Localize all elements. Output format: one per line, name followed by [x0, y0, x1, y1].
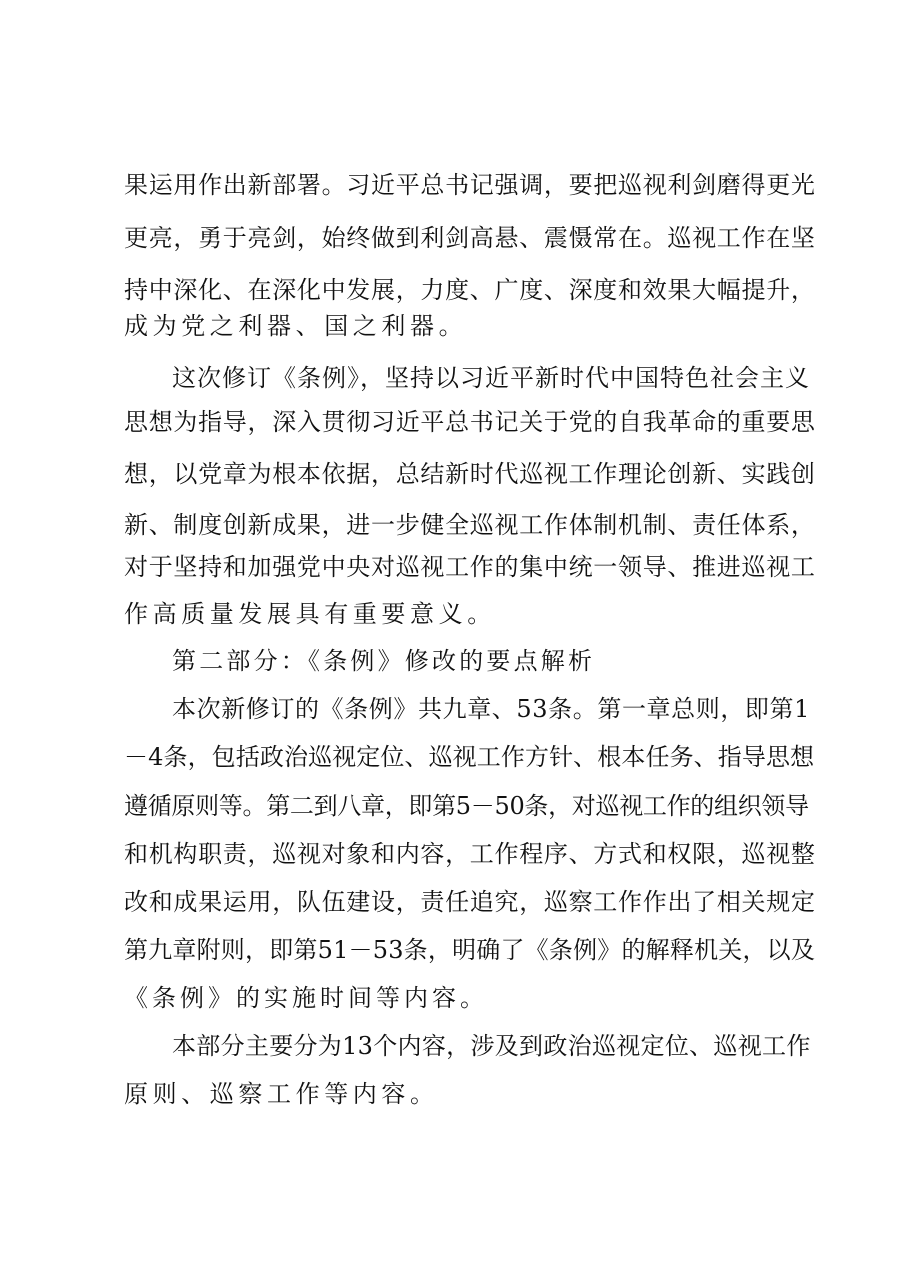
text-line: 持中深化、在深化中发展，力度、广度、深度和效果大幅提升，: [124, 276, 816, 304]
text-line: 思想为指导，深入贯彻习近平总书记关于党的自我革命的重要思: [124, 408, 816, 436]
text-line: 更亮，勇于亮剑，始终做到利剑高悬、震慑常在。巡视工作在坚: [124, 224, 816, 252]
section-heading: 第二部分：《条例》修改的要点解析: [172, 647, 596, 675]
text-line: 和机构职责，巡视对象和内容，工作程序、方式和权限，巡视整: [124, 840, 816, 868]
text-line: 对于坚持和加强党中央对巡视工作的集中统一领导、推进巡视工: [124, 553, 816, 581]
text-line: 原则、巡察工作等内容。: [124, 1080, 439, 1108]
text-line: 想，以党章为根本依据，总结新时代巡视工作理论创新、实践创: [124, 460, 816, 488]
text-line: 作高质量发展具有重要意义。: [124, 600, 496, 628]
paragraph-first-line: 本次新修订的《条例》共九章、53条。第一章总则，即第1: [172, 695, 811, 723]
text-line: －4条，包括政治巡视定位、巡视工作方针、根本任务、指导思想: [124, 743, 815, 771]
text-line: 第九章附则，即第51－53条，明确了《条例》的解释机关，以及: [124, 936, 816, 964]
paragraph-first-line: 这次修订《条例》，坚持以习近平新时代中国特色社会主义: [172, 364, 810, 392]
text-line: 遵循原则等。第二到八章，即第5－50条，对巡视工作的组织领导: [124, 792, 809, 820]
text-line: 改和成果运用，队伍建设，责任追究，巡察工作作出了相关规定: [124, 888, 816, 916]
text-line: 新、制度创新成果，进一步健全巡视工作体制机制、责任体系，: [124, 511, 816, 539]
paragraph-first-line: 本部分主要分为13个内容，涉及到政治巡视定位、巡视工作: [172, 1032, 811, 1060]
text-line: 《条例》的实施时间等内容。: [124, 984, 488, 1012]
text-line: 果运用作出新部署。习近平总书记强调，要把巡视利剑磨得更光: [124, 171, 816, 199]
text-line: 成为党之利器、国之利器。: [124, 312, 468, 340]
